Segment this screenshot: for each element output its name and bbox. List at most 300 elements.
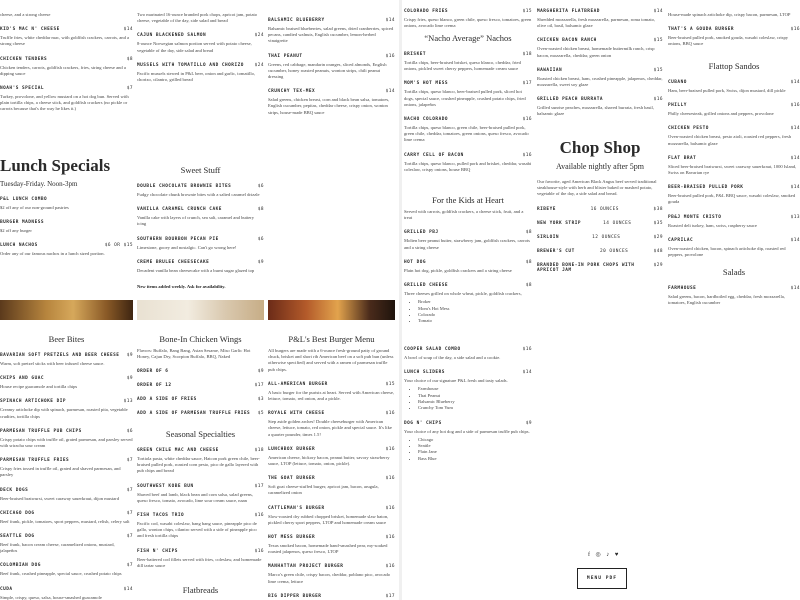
menu-item-name: P&L LUNCH COMBO [0,197,48,202]
menu-item-price: $16 [385,535,395,541]
beer-bites-section [0,325,133,600]
menu-item-price: $7 [126,487,133,493]
menu-item-desc: Simple, crispy, queso, salsa, house-smashed guacamole [0,594,102,600]
menu-item-price: $18 [254,448,264,453]
menu-item-price: $17 [254,483,264,489]
list-item: • Chicago [418,437,532,443]
menu-item-name: CHIPS AND GUAC [0,376,45,382]
menu-item [0,587,133,592]
sliders-list [418,386,532,411]
menu-item-desc: Greens, red cabbage, mandarin oranges, sliced almonds, English cucumber, honey roasted peanuts, wonton strips, chili peanut dressing [268,61,387,80]
menu-item [137,383,264,388]
menu-item-price: $15 [653,67,663,73]
food-photo-wings [137,300,264,320]
menu-item-price: $14 [385,18,395,23]
menu-item-price: $8 [257,207,264,213]
menu-item-price: $16 [790,27,800,33]
menu-item-desc: Beer-braised pulled pork, smoked gouda, wasabi coleslaw, crispy onions, BBQ sauce [668,35,789,47]
menu-item-name: CHICKEN BACON RANCH [537,38,597,44]
menu-item-price: $14 [790,155,800,161]
menu-item-name: FISH N' CHIPS [137,548,178,554]
kids-section [404,186,532,324]
steak-row [537,235,663,240]
menu-item-price: $24 [254,62,264,68]
menu-item-price: $16 [385,564,395,570]
menu-item-desc: 8-ounce Norwegian salmon portion served with potato cheese, vegetable of the day, side salad and bread [137,41,252,53]
list-item: • Crunchy Tom Yum [418,405,532,411]
nachos-title: “Nacho Average” Nachos [424,33,512,43]
menu-item-desc: Truffle fries, white cheddar mac, with goldfish crackers, carrots, and a strong cheese [0,35,130,47]
menu-item-price: $7 [126,458,133,464]
menu-item-price: $16 [385,53,395,59]
menu-item [0,243,133,248]
menu-item-desc: Pacific cod, wasabi coleslaw, bang bang sauce, pineapple pico de gallo, wonton chips, cilantro served with a side of pineapple pico and fresh tortilla chips [137,521,257,539]
menu-item-price: $14 [123,27,133,33]
menu-item [268,447,395,452]
menu-item-desc: Warm, soft pretzel sticks with beer infused cheese sauce. [0,361,105,366]
menu-item-name: THAT'S A GOUDA BURGER [668,27,735,33]
food-photo-burger [268,300,395,320]
menu-item-name: CUDA [0,586,13,592]
list-item: • Seattle [418,443,532,449]
menu-item [0,353,133,358]
menu-item-name: LUNCHBOX BURGER [268,446,316,452]
menu-item-desc: Molten beer peanut butter, strawberry jam, goldfish crackers, carrots and a string cheese [404,238,530,250]
menu-item [0,399,133,404]
menu-item [404,370,532,375]
menu-item-desc: Tortilla chips, queso blanco, green chile, beer-braised pulled pork, green chile, cheddar, tomatoes, green onions, queso fresco, avocado lime crema [404,125,529,143]
menu-item-price: $14 [123,586,133,592]
flatbreads-title: Flatbreads [182,585,219,595]
menu-item-desc: Philly cheesesteak, grilled onions and peppers, provolone [668,111,774,117]
menu-item [0,511,133,516]
menu-item-price: $16 [385,476,395,482]
burger-title: P&L's Best Burger Menu [288,334,375,344]
menu-item-price: $13 [790,214,800,220]
menu-item-price: $16 [522,117,532,123]
chop-shop-intro: Our favorite, aged American Black Angus beef served traditional steakhouse-style with herb and blister baked or mashed potato, vegetable of the day, a side salad and bread. [537,179,657,197]
menu-item-price: $14 [790,237,800,243]
menu-item-price: $9 [126,353,133,358]
menu-item-price: $9 [257,369,264,375]
menu-item-name: ALL-AMERICAN BURGER [268,381,328,387]
menu-item-name: MOM'S HOT MESS [404,81,449,87]
menu-item-name: BEER-BRAISED PULLED PORK [668,185,744,191]
menu-item-desc: Ham, beer-braised pulled pork, Swiss, dijon mustard, dill pickle [668,88,786,93]
menu-item-name: ADD A SIDE OF PARMESAN TRUFFLE FRIES [137,411,251,417]
menu-item-name: NOAH'S SPECIAL [0,86,45,92]
menu-item-price: $9 [257,259,264,265]
menu-item [668,126,800,131]
menu-item-desc: Turkey, provolone, and yellow mustard on a hot dog bun. Served with plain tortilla chips, a cheese stick, and goldfish crackers (no pickle or carrots because that's the way he likes it.) [0,94,129,112]
menu-item-name: HAWAIIAN [537,67,563,73]
steak-size: 20 OUNCES [600,248,629,254]
menu-item-name: KID'S MAC N' CHEESE [0,27,60,33]
menu-item-desc: Tortiola pasta, white cheddar sauce, Hatcon pork green chile, beer-braised pulled pork, roasted corn pesto, pico de gallo layered with pub chips and bread [137,456,260,474]
menu-item-desc: A bowl of soup of the day, a side salad and a cookie. [404,355,501,360]
menu-item-price: $8 [126,56,133,62]
menu-item [137,513,264,518]
menu-item-desc: Shaved beef and lamb, black bean and corn salsa, salad greens, queso fresco, tomato, avocado, lime sour cream sauce, naan [137,491,253,503]
menu-item-price: $14 [790,126,800,132]
menu-item [0,57,133,62]
menu-item [537,97,663,102]
menu-item-price: $5 [257,411,264,417]
menu-item [0,534,133,539]
menu-item-price: $15 [653,38,663,44]
menu-item-price: $16 [385,446,395,452]
sweet-stuff-title: Sweet Stuff [180,165,221,175]
menu-item-price: $16 [385,505,395,511]
menu-item-price: $16 [522,347,532,352]
menu-item-name: COLOMBIAN DOG [0,563,41,569]
menu-item-desc: Grilled sunrise peaches, mozzarella, shaved burrata, fresh basil, balsamic glaze [537,105,654,117]
menu-item-price: $7 [126,563,133,569]
menu-item-price: $6 [126,428,133,434]
menu-item-name: PHILLY [668,103,687,109]
list-item: • Bass Blue [418,456,532,462]
chop-shop-title: Chop Shop [559,138,641,157]
menu-item-price: $8 [525,259,532,265]
menu-item-name: GREEN CHILE MAC AND CHEESE [137,448,219,453]
menu-item-price: $8 [525,230,532,236]
steak-price: $38 [653,206,663,212]
menu-item-desc: Tortilla chips, queso blanco, pulled pork and brisket, cheddar, wasabi coleslaw, crispy onions, house BBQ [404,160,532,172]
menu-item-name: ROYALE WITH CHEESE [268,411,325,417]
menu-item-desc: $2 off any of our non-ground pastries [0,205,69,210]
menu-item [268,506,395,511]
menu-item [404,283,532,288]
menu-item-desc: Salad greens, bacon, hardboiled egg, cheddar, fresh mozzarella, tomatoes, English cucumber [668,294,785,306]
menu-item-price: $14 [790,80,800,85]
menu-item [537,68,663,73]
salads-section [668,258,800,306]
menu-item [668,185,800,190]
list-item: • Balsamic Blueberry [418,399,532,405]
menu-item-name: MARGHERITA FLATBREAD [537,9,600,14]
burger-intro: All burgers are made with a 6-ounce fresh-ground patty of ground chuck, brisket and short rib American beef on a soft pub bun (unless otherwise specified) and served with a ramen of parmesan truffle pub chips. [268,348,394,372]
menu-item-price: $14 [790,185,800,191]
list-item: • Plain Jane [418,449,532,455]
sweet-stuff-section [137,156,264,289]
menu-item [137,33,264,38]
menu-item-name: BAVARIAN SOFT PRETZELS AND BEER CHEESE [0,353,120,358]
menu-item-name: SPINACH ARTICHOKE DIP [0,399,67,405]
menu-item-desc: Tortilla chips, queso blanco, beer-braised pulled pork, sliced hot dogs, special sauce, crushed pineapple, crushed potato chips, fried onions, jalapeños [404,89,526,107]
menu-item [668,27,800,32]
menu-item-desc: Oven-roasted chicken breast, pesto aioli, roasted red peppers, fresh mozzarella, balsamic glaze [668,134,792,146]
menu-item-desc: Vanilla cake with layers of crunch, sea salt, caramel and buttery icing [137,215,255,227]
menu-item [0,197,133,202]
sandos-section [668,52,800,258]
menu-item-desc: Three cheeses grilled on whole wheat, pickle, goldfish crackers, [404,291,522,297]
column-gutter [399,0,402,600]
menu-item-name: HOT DOG [404,259,427,265]
menu-item-desc: Plain hot dog, pickle, goldfish crackers and a string cheese [404,267,512,273]
menu-item-name: ORDER OF 12 [137,383,172,389]
menu-item-desc: Beer-braised bratwurst, sweet caraway sauerkraut, dijon mustard [0,495,120,501]
menu-item [404,9,532,14]
menu-item-desc: Beef frank, bacon cream cheese, caramelized onions, mustard, jalapeños [0,542,115,554]
menu-item-name: SOUTHERN BOURBON PECAN PIE [137,236,219,242]
menu-item-desc: Balsamic braised blueberries, salad greens, dried cranberries, spiced pecans, candied walnuts, English cucumber, lemon-herbed vinaigrette [268,26,394,44]
chop-shop-section [537,138,663,273]
menu-item-price: $16 [385,411,395,417]
menu-item-price: $3 [257,397,264,403]
menu-item-name: CHICKEN TENDERS [0,56,48,62]
menu-item-price: $15 [522,9,532,14]
menu-item [404,230,532,235]
menu-item-name: CATTLEMAN'S BURGER [268,505,325,511]
menu-item [137,260,264,265]
menu-item-desc: $2 off any burger [0,228,32,234]
menu-item-name: PARMESAN TRUFFLE FRIES [0,458,70,464]
menu-item [668,80,800,85]
menu-item [0,86,133,91]
steak-name: SIRLOIN [537,234,560,240]
menu-item [268,18,395,23]
menu-item-price: $16 [254,513,264,519]
menu-item-price: $14 [522,370,532,376]
menu-item-name: FLAT BRAT [668,155,697,161]
menu-item-desc: A basic burger for the purists at heart. Served with American cheese, lettuce, tomato, red onion, and a pickle. [268,389,395,402]
menu-item-desc: Two marinated 16-ounce branded pork chops, apricot jam, potato cheese, vegetable of the day, side salad and bread [137,12,258,24]
menu-item-desc: Roasted chicken breast, ham, crushed pineapple, jalapenos, cheddar, mozzarella, sweet soy glaze [537,75,663,88]
menu-item [137,448,264,453]
menu-item-name: THE GOAT BURGER [268,476,316,482]
menu-item-desc: Salad greens, chicken breast, corn and black bean salsa, tomatoes, English cucumber, pepitas, cheddar cheese, crispy onion, wonton strips, house-made BBQ sauce [268,97,390,115]
menu-item-name: BALSAMIC BLUEBERRY [268,18,325,23]
menu-pdf-button[interactable]: MENU PDF [577,568,627,589]
menu-item-desc: Beer-braised pulled pork, P&L BBQ sauce, wasabi coleslaw, smoked gouda [668,193,796,205]
menu-item-name: MANHATTAN PROJECT BURGER [268,564,344,570]
menu-column-4 [404,0,532,600]
flatbreads-section [137,585,264,595]
menu-item-price: $7 [126,86,133,92]
menu-item-price: $16 [522,152,532,158]
menu-item-desc: Sliced beer-braised bratwurst, sweet caraway sauerkraut, 1000 Island, Swiss on Bavarian rye [668,163,797,176]
menu-item-name: BRISKET [404,52,427,57]
menu-item-price: $6 [257,236,264,242]
menu-column-6 [668,0,800,600]
steak-price: $29 [653,234,663,240]
menu-item [668,156,800,161]
menu-item-name: CUBANO [668,80,687,85]
menu-item-name: NACHO COLORADO [404,117,449,123]
menu-item-desc: House recipe guacamole and tortilla chips [0,384,78,390]
menu-item-desc: Roasted deli turkey, ham, swiss, raspberry sauce [668,222,757,228]
menu-item-desc: Crispy potato chips with truffle oil, grated parmesan, and parsley served with sriracha sour cream [0,436,133,449]
list-item: • Tomato [418,318,532,324]
menu-column-5 [537,0,663,600]
nachos-section [404,24,532,173]
menu-item-name: LUNCH SLIDERS [404,370,445,376]
seasonal-title: Seasonal Specialties [165,429,236,439]
menu-item-name: CARRY CELL OF BACON [404,152,464,158]
menu-item-price: $9 [525,420,532,426]
menu-item-price: $6 OR $15 [104,243,133,249]
menu-item-desc: Decadent vanilla bean cheesecake with a burnt sugar glazed top [137,267,255,273]
menu-item-desc: Limestone, gooey and nostalgic. Can't go wrong here! [137,244,237,250]
menu-item [268,54,395,59]
menu-item [404,347,532,352]
menu-item-name: COLORADO FRIES [404,9,449,14]
menu-item [404,260,532,265]
menu-item-name: GRILLED PBJ [404,230,439,236]
menu-item-price: $13 [123,399,133,405]
steak-size: 16 OUNCES [590,206,619,212]
steak-row [537,207,663,212]
menu-item-desc: Oven-roasted chicken breast, homemade buttermilk ranch, crisp bacon, mozzarella, cheddar, green onion [537,46,655,58]
menu-item-price: $7 [126,510,133,516]
menu-item-name: SOUTHWEST KOBE BUN [137,483,194,489]
menu-item [404,117,532,122]
menu-item-desc: Your choice of any hot dog and a side of parmesan truffle pub chips. [404,428,530,434]
kids-title: For the Kids at Heart [432,195,504,205]
menu-item [0,488,133,493]
menu-item-desc: Soft goat cheese-stuffed burger, apricot jam, bacon, arugula, caramelized onion [268,484,379,496]
menu-item-desc: Beer-battered cod fillets served with fries, coleslaw, and homemade dill tartar sauce [137,556,262,568]
menu-item-name: ADD A SIDE OF FRIES [137,397,197,403]
menu-item [268,564,395,569]
menu-item [404,81,532,86]
menu-item-desc: Crispy fries tossed in truffle oil, grated and shaved parmesan, and parsley [0,466,121,478]
kids-cheese-list [418,299,532,324]
social-icons[interactable]: f ◎ ♪ ♥ [588,552,621,558]
menu-item-desc: Order any of our famous nachos in a lunch sized portion. [0,251,105,257]
menu-item [404,153,532,158]
menu-item-price: $15 [385,381,395,387]
menu-item [268,89,395,94]
menu-item-desc: Your choice of our signature P&L fresh and tasty salads. [404,378,508,384]
menu-item-desc: Pacific mussels stewed in P&L beer, onion and garlic, tomatillo, chorizo, cilantro, grilled bread [137,70,256,83]
menu-item-name: CHICKEN PESTO [668,126,709,132]
menu-item-name: DECK DOGS [0,487,29,493]
menu-item-price: $17 [522,81,532,87]
menu-item [137,484,264,489]
steak-name: RIBEYE [537,206,556,212]
menu-item-name: CRUNCHY TEX-MEX [268,89,316,95]
menu-item [668,238,800,243]
menu-item-desc: Tortilla chips, beer-braised brisket, queso blanco, cheddar, fried onions, pickled sweet cherry peppers, homemade cream sauce [404,60,521,72]
beer-bites-title: Beer Bites [48,334,85,344]
menu-item-desc: Shredded mozzarella, fresh mozzarella, parmesan, roma tomato, olive oil, basil, balsamic glaze [537,17,656,29]
menu-item-name: GRILLED CHEESE [404,283,449,289]
wings-title: Bone-In Chicken Wings [159,334,242,344]
menu-item-name: DOG N' CHIPS [404,420,442,426]
kids-intro: Served with carrots, goldfish crackers, a cheese stick, fruit, and a treat [404,209,524,221]
menu-item-price: $16 [254,548,264,554]
menu-item-name: THAI PEANUT [268,53,303,59]
menu-item-price: $16 [790,103,800,109]
menu-item [537,38,663,43]
menu-item-name [404,421,532,426]
steak-name: NEW YORK STRIP [537,220,582,226]
wings-section [137,325,264,419]
menu-item [268,411,395,416]
seasonal-section [137,420,264,569]
food-photo-pretzels [0,300,133,320]
steak-price: $35 [653,220,663,226]
menu-item-desc: cheese, and a strong cheese [0,12,51,17]
menu-item-desc: House-made spinach artichoke dip, crispy bacon, parmesan, LTOP [668,12,791,17]
menu-item-price: $29 [653,262,663,268]
menu-item [268,594,395,599]
menu-item [137,207,264,212]
menu-item [537,9,663,14]
chop-shop-subtitle: Available nightly after 5pm [555,162,645,171]
menu-item [268,476,395,481]
dog-list [418,437,532,462]
steak-price: $48 [653,248,663,254]
menu-item-price: $24 [254,33,264,39]
menu-item-name: CAPRILAC [668,237,694,243]
menu-item-name: DOUBLE CHOCOLATE BROWNIE BITES [137,184,232,189]
list-item: • Thai Peanut [418,393,532,399]
menu-item [268,382,395,387]
menu-item-name: CAJUN BLACKENED SALMON [137,33,207,39]
menu-item [137,411,264,416]
menu-item-desc: Oven-roasted chicken, bacon, spinach artichoke dip, roasted red peppers, provolone [668,245,786,258]
menu-item [0,220,133,225]
menu-item-desc: Beef frank, pickle, tomatoes, sport peppers, mustard, relish, celery salt [0,518,130,524]
burger-section [268,325,395,600]
menu-item [137,184,264,189]
menu-item-desc: Slow-roasted dry rubbed chopped brisket, homemade slaw baton, pickled cherry sport peppers, LTOP and homemade cream sauce [268,513,389,525]
menu-item-name: LUNCH NACHOS [0,243,38,249]
menu-item-price: $14 [653,9,663,14]
list-item: • Mom's Hot Mess [418,306,532,312]
menu-item [668,103,800,108]
wings-flavors: Flavors: Buffalo, Bang Bang, Asian Sesame, Miso Garlic Hot Honey, Cajun Dry, Scorpion Buffalo, BBQ, Naked [137,348,251,360]
menu-item [137,549,264,554]
steak-size: 12 OUNCES [592,234,621,240]
lunch-specials-title: Lunch Specials [0,156,111,175]
menu-item-desc: Fudgy chocolate chunk brownie bites with a salted caramel drizzle [137,192,260,197]
menu-item-desc: Step aside golden arches! Double cheeseburger with American cheese, lettuce, tomato, red onion, pickle and special sauce. It's like a quarter pounder, times 1.5! [268,419,392,437]
trios-section [404,338,532,462]
lunch-hours: Tuesday-Friday. Noon-3pm [0,180,78,188]
menu-item [668,286,800,291]
menu-item-name: FISH TACOS TRIO [137,513,185,519]
list-item: • Colorado [418,312,532,318]
menu-item-name: FARMHOUSE [668,286,697,291]
menu-item [137,237,264,242]
menu-item [268,535,395,540]
menu-item-desc: Marco's green chile, crispy bacon, cheddar, poblano pico, avocado lime crema, lettuce [268,572,391,584]
menu-item [668,215,800,220]
menu-item-price: $14 [790,286,800,291]
menu-item-price: $14 [385,89,395,95]
lunch-specials-section [0,156,133,258]
menu-item-name: PB&J MONTE CRISTO [668,214,722,220]
menu-item-name: ORDER OF 6 [137,369,169,375]
menu-item-desc: American cheese, hickory bacon, peanut butter, savory strawberry sauce, LTOP (lettuce, tomato, onion, pickle). [268,454,390,467]
menu-item-name: COOPER SALAD COMBO [404,347,461,352]
menu-item-price: $16 [653,97,663,103]
sandos-title: Flattop Sandos [708,61,760,71]
pork-chop-item [537,263,663,273]
steak-row [537,221,663,226]
menu-item-name: SEATTLE DOG [0,534,35,540]
kids-continued [0,9,133,113]
list-item: • Farmhouse [418,386,532,392]
menu-item-price: $17 [254,383,264,389]
menu-item-price: $6 [257,184,264,189]
menu-item-name: VANILLA CARAMEL CRUNCH CAKE [137,207,222,213]
menu-item-name: GRILLED PEACH BURRATA [537,97,604,103]
menu-item-name: BRANDED BONE-IN PORK CHOPS WITH APRICOT JAM [537,262,635,273]
